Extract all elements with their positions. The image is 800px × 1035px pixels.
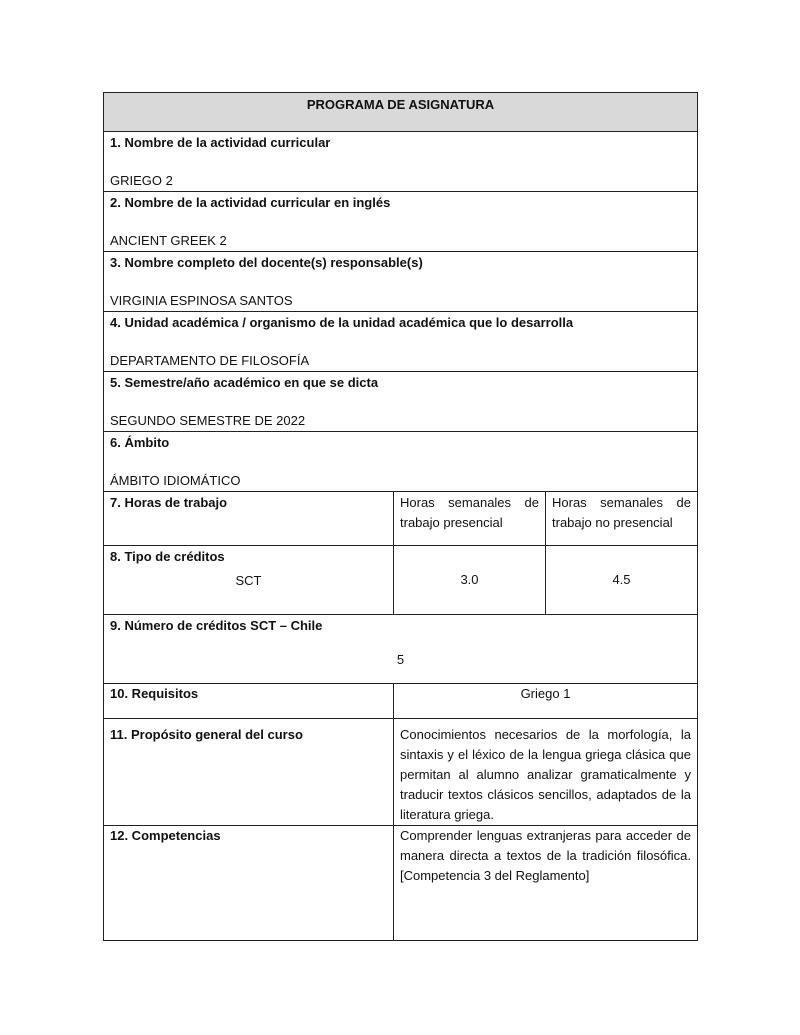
section-label: 1. Nombre de la actividad curricular — [110, 135, 331, 150]
table-header-row — [104, 93, 698, 132]
section-row — [104, 252, 698, 312]
requisites-label: 10. Requisitos — [104, 684, 394, 719]
section-row — [104, 372, 698, 432]
competencies-label: 12. Competencias — [104, 826, 394, 941]
hours-no-presencial-header: Horas semanales de trabajo no presencial — [546, 492, 698, 546]
credits-number-row — [104, 615, 698, 684]
credits-type-value: SCT — [235, 573, 262, 588]
purpose-row — [104, 719, 698, 826]
competencies-value: Comprender lenguas extranjeras para acceder de manera directa a textos de la tradición filosófica. [Competencia 3 del Reglamento] — [394, 826, 698, 941]
section-value: ANCIENT GREEK 2 — [110, 233, 227, 248]
section-label: 4. Unidad académica / organismo de la unidad académica que lo desarrolla — [110, 315, 574, 330]
section-row — [104, 192, 698, 252]
credits-type-label: 8. Tipo de créditos — [110, 549, 225, 564]
section-value: GRIEGO 2 — [110, 173, 173, 188]
section-row — [104, 432, 698, 492]
requisites-row — [104, 684, 698, 719]
section-value: ÁMBITO IDIOMÁTICO — [110, 473, 241, 488]
hours-presencial-header: Horas semanales de trabajo presencial — [394, 492, 546, 546]
credits-number-label: 9. Número de créditos SCT – Chile — [110, 618, 323, 633]
credits-number-value: 5 — [396, 652, 405, 667]
section-value: VIRGINIA ESPINOSA SANTOS — [110, 293, 293, 308]
section-value: DEPARTAMENTO DE FILOSOFÍA — [110, 353, 310, 368]
section-row — [104, 312, 698, 372]
purpose-label: 11. Propósito general del curso — [104, 719, 394, 826]
section-label: 5. Semestre/año académico en que se dicta — [110, 375, 379, 390]
hours-label: 7. Horas de trabajo — [104, 492, 394, 546]
competencies-row — [104, 826, 698, 941]
hours-no-presencial-value: 4.5 — [612, 572, 631, 587]
section-label: 6. Ámbito — [110, 435, 170, 450]
document-title: PROGRAMA DE ASIGNATURA — [104, 93, 698, 132]
hours-row — [104, 492, 698, 546]
course-program-table — [103, 92, 698, 941]
section-value: SEGUNDO SEMESTRE DE 2022 — [110, 413, 306, 428]
hours-presencial-value: 3.0 — [460, 572, 479, 587]
section-label: 2. Nombre de la actividad curricular en inglés — [110, 195, 391, 210]
section-label: 3. Nombre completo del docente(s) responsable(s) — [110, 255, 423, 270]
section-row — [104, 132, 698, 192]
requisites-value: Griego 1 — [394, 684, 698, 719]
purpose-value: Conocimientos necesarios de la morfología, la sintaxis y el léxico de la lengua griega clásica que permitan al alumno analizar gramaticalmente y traducir textos clásicos sencillos, adaptados de la literatura griega. — [394, 719, 698, 826]
credits-type-row — [104, 546, 698, 615]
